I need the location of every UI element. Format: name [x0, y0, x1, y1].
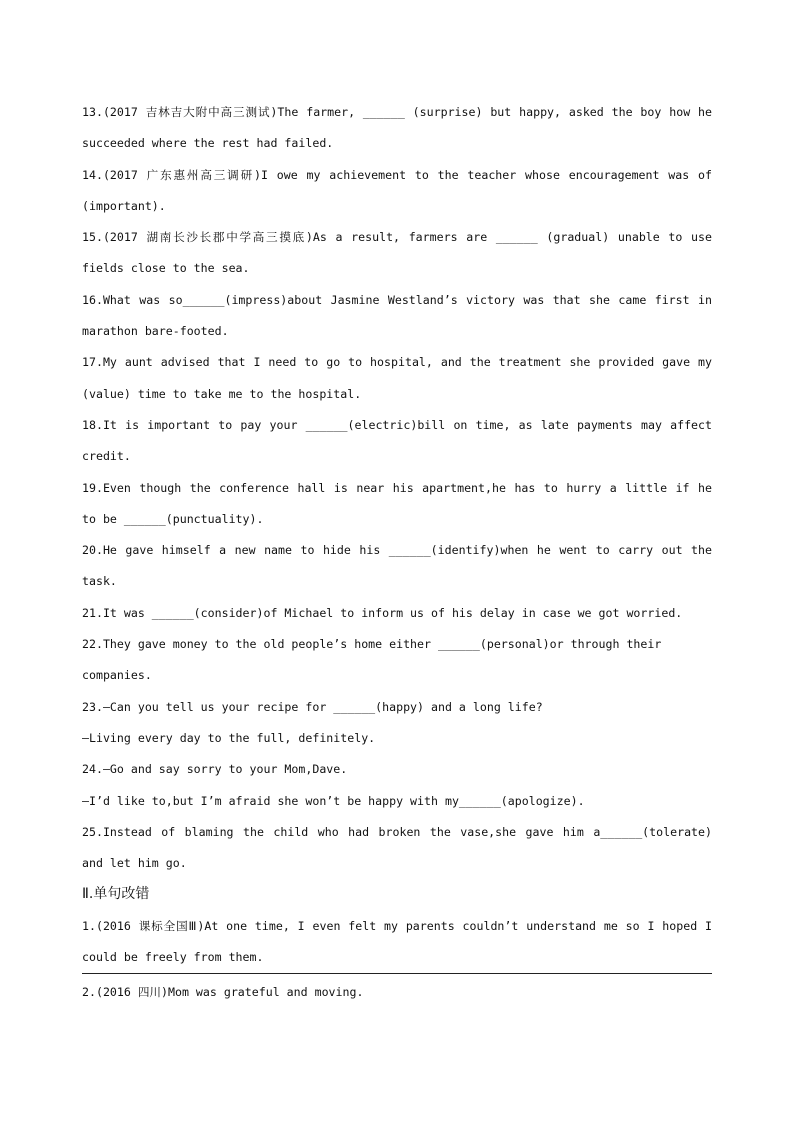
question-line: 16.What was so______(impress)about Jasmine Westland’s victory was that she came first in	[82, 292, 712, 307]
question-19	[82, 473, 712, 536]
question-line: 24.—Go and say sorry to your Mom,Dave.	[82, 762, 348, 777]
question-18	[82, 410, 712, 473]
question-line: 18.It is important to pay your ______(electric)bill on time, as late payments may affect	[82, 417, 712, 432]
question-line: 21.It was ______(consider)of Michael to inform us of his delay in case we got worried.	[82, 605, 683, 620]
question-line: 13.(2017 吉林吉大附中高三测试)The farmer, ______ (surprise) but happy, asked the boy how he	[82, 105, 712, 119]
answer-line	[82, 973, 712, 974]
question-25	[82, 817, 712, 880]
worksheet-page	[82, 97, 712, 1009]
question-line: —I’d like to,but I’m afraid she won’t be happy with my______(apologize).	[82, 793, 585, 808]
question-line: (important).	[82, 198, 166, 213]
correction-question-1	[82, 911, 712, 974]
question-line: 17.My aunt advised that I need to go to hospital, and the treatment she provided gave my	[82, 355, 712, 370]
question-line: task.	[82, 574, 117, 589]
question-line: 20.He gave himself a new name to hide his ______(identify)when he went to carry out the	[82, 543, 712, 558]
question-20	[82, 535, 712, 598]
question-line: credit.	[82, 449, 131, 464]
question-16	[82, 285, 712, 348]
question-line: (value) time to take me to the hospital.	[82, 386, 362, 401]
question-line: companies.	[82, 668, 152, 683]
question-15	[82, 222, 712, 285]
section-heading: Ⅱ.单句改错	[82, 886, 150, 903]
question-24	[82, 754, 712, 817]
question-line: 2.(2016 四川)Mom was grateful and moving.	[82, 985, 364, 1000]
question-line: 14.(2017 广东惠州高三调研)I owe my achievement to the teacher whose encouragement was of	[82, 167, 712, 182]
question-line: 15.(2017 湖南长沙长郡中学高三摸底)As a result, farmers are ______ (gradual) unable to use	[82, 230, 712, 245]
question-14	[82, 160, 712, 223]
question-22	[82, 629, 712, 692]
question-23	[82, 692, 712, 755]
question-line: fields close to the sea.	[82, 261, 250, 276]
question-line: 25.Instead of blaming the child who had broken the vase,she gave him a______(tolerate)	[82, 824, 712, 839]
question-17	[82, 347, 712, 410]
question-line: to be ______(punctuality).	[82, 511, 264, 526]
question-line: 22.They gave money to the old people’s home either ______(personal)or through their	[82, 637, 662, 652]
question-line: 19.Even though the conference hall is near his apartment,he has to hurry a little if he	[82, 480, 712, 495]
question-line: and let him go.	[82, 856, 187, 871]
question-line: —Living every day to the full, definitely.	[82, 730, 376, 745]
question-line: 1.(2016 课标全国Ⅲ)At one time, I even felt my parents couldn’t understand me so I hoped I	[82, 918, 712, 933]
question-line: 23.—Can you tell us your recipe for ______(happy) and a long life?	[82, 699, 543, 714]
question-line: succeeded where the rest had failed.	[82, 136, 334, 151]
correction-question-2	[82, 977, 712, 1008]
question-line: could be freely from them.	[82, 950, 264, 965]
question-13	[82, 97, 712, 160]
question-21	[82, 598, 712, 629]
question-line: marathon bare-footed.	[82, 324, 229, 339]
